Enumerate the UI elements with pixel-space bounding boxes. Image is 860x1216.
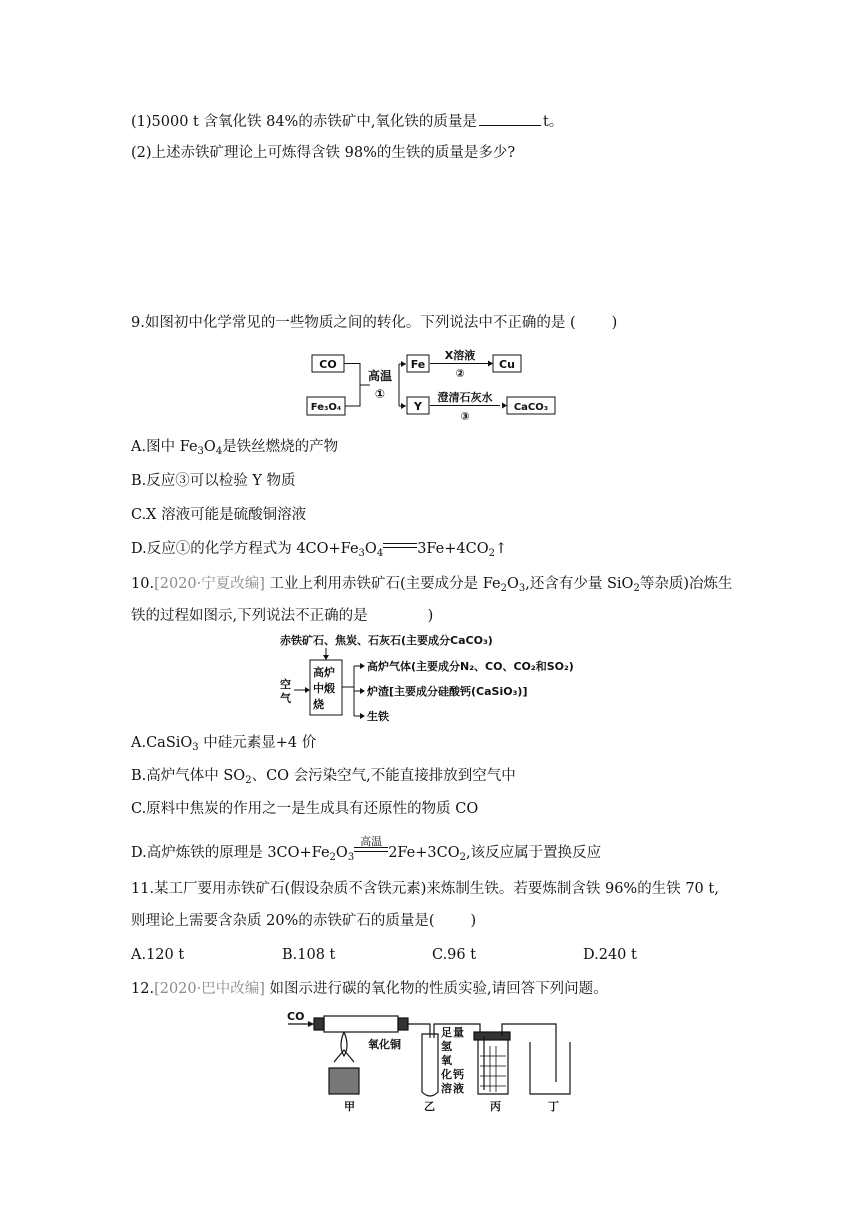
reagent-char-4: 化 [441,1068,452,1081]
q9-conversion-diagram [300,348,562,422]
q12-apparatus-diagram [284,1006,584,1116]
furnace-label-2: 中煅 [313,682,335,695]
label-num3: ③ [460,410,470,422]
q12-stem: 12.[2020·巴中改编] 如图示进行碳的氧化物的性质实验,请回答下列问题。 [131,981,608,997]
label-inputs: 赤铁矿石、焦炭、石灰石(主要成分CaCO₃) [280,634,493,647]
q8-part1: (1)5000 t 含氧化铁 84%的赤铁矿中,氧化铁的质量是 t。 [131,114,564,130]
reagent-char-6: 溶 [441,1082,452,1095]
label-caco3: CaCO₃ [513,402,549,413]
label-iron: 生铁 [367,710,389,723]
q9-stem: 9.如图初中化学常见的一些物质之间的转化。下列说法中不正确的是 ( ) [131,315,618,331]
q10-option-d[interactable]: D.高炉炼铁的原理是 $3CO+Fe_2O_3$ 高温 $2Fe+3CO_2$,该反应属于置换反应 [131,835,602,863]
label-x-solution: X溶液 [444,349,476,362]
label-num1: ① [374,387,386,401]
label-air-2: 气 [280,692,291,705]
label-limewater: 澄清石灰水 [437,391,493,404]
label-ding: 丁 [548,1100,559,1113]
reagent-char-7: 液 [453,1082,464,1095]
label-fe3o4: Fe₃O₄ [310,402,342,413]
equals-sign [383,543,417,555]
q10-option-b[interactable]: B.高炉气体中 $SO_2$、CO 会污染空气,不能直接排放到空气中 [131,768,516,786]
label-y: Y [414,400,422,413]
label-co: CO [319,358,337,371]
reagent-char-2: 氢 [441,1040,452,1053]
q9-option-a[interactable]: A.图中 $Fe_3O_4$是铁丝燃烧的产物 [131,439,339,457]
label-bing: 丙 [490,1100,501,1113]
q8-part2: (2)上述赤铁矿理论上可炼得含铁 98%的生铁的质量是多少? [131,145,516,161]
reagent-char-5: 钙 [453,1068,464,1081]
label-slag: 炉渣[主要成分硅酸钙(CaSiO₃)] [367,685,528,698]
label-num2: ② [455,367,465,380]
answer-blank[interactable] [479,113,541,126]
reagent-char-0: 足 [441,1026,452,1039]
source-tag: [2020·宁夏改编] [154,576,265,592]
source-tag: [2020·巴中改编] [154,981,265,997]
q11-option-b[interactable]: B.108 t [282,947,336,963]
q9-option-c[interactable]: C.X 溶液可能是硫酸铜溶液 [131,507,307,523]
q10-stem-line1: 10.[2020·宁夏改编] 工业上利用赤铁矿石(主要成分是 $Fe_2O_3$,还含有少量 SiO$_2$等杂质)冶炼生 [131,576,733,594]
label-co-inlet: CO [287,1010,305,1023]
label-yi: 乙 [424,1100,435,1113]
q9-option-b[interactable]: B.反应③可以检验 Y 物质 [131,473,296,489]
q11-option-a[interactable]: A.120 t [131,947,185,963]
q10-stem-line2: 铁的过程如图示,下列说法不正确的是 ) [131,608,434,624]
equals-sign-high-temp: 高温 [354,847,388,859]
q10-option-a[interactable]: A.CaSiO$_3$ 中硅元素显+4 价 [131,735,317,753]
label-air-1: 空 [280,678,291,691]
label-jia: 甲 [344,1100,355,1113]
reagent-char-3: 氧 [441,1054,452,1067]
q11-option-d[interactable]: D.240 t [583,947,637,963]
label-cu: Cu [499,358,515,371]
label-fe: Fe [410,358,426,371]
q11-stem-line1: 11.某工厂要用赤铁矿石(假设杂质不含铁元素)来炼制生铁。若要炼制含铁 96%的生铁 70 t, [131,881,719,897]
label-gas: 高炉气体(主要成分N₂、CO、CO₂和SO₂) [367,660,574,673]
q11-option-c[interactable]: C.96 t [432,947,477,963]
q11-stem-line2: 则理论上需要含杂质 20%的赤铁矿石的质量是( ) [131,913,477,929]
q10-blast-furnace-diagram [270,630,590,726]
q9-option-d[interactable]: D.反应①的化学方程式为 $4CO+Fe_3O_4$ $3Fe+4CO_2↑$ [131,541,508,559]
label-cond1: 高温 [367,369,393,383]
furnace-label-3: 烧 [313,698,324,711]
reagent-char-1: 量 [453,1026,464,1039]
label-copper-oxide: 氧化铜 [368,1038,401,1051]
furnace-label-1: 高炉 [313,666,335,679]
q10-option-c[interactable]: C.原料中焦炭的作用之一是生成具有还原性的物质 CO [131,801,479,817]
